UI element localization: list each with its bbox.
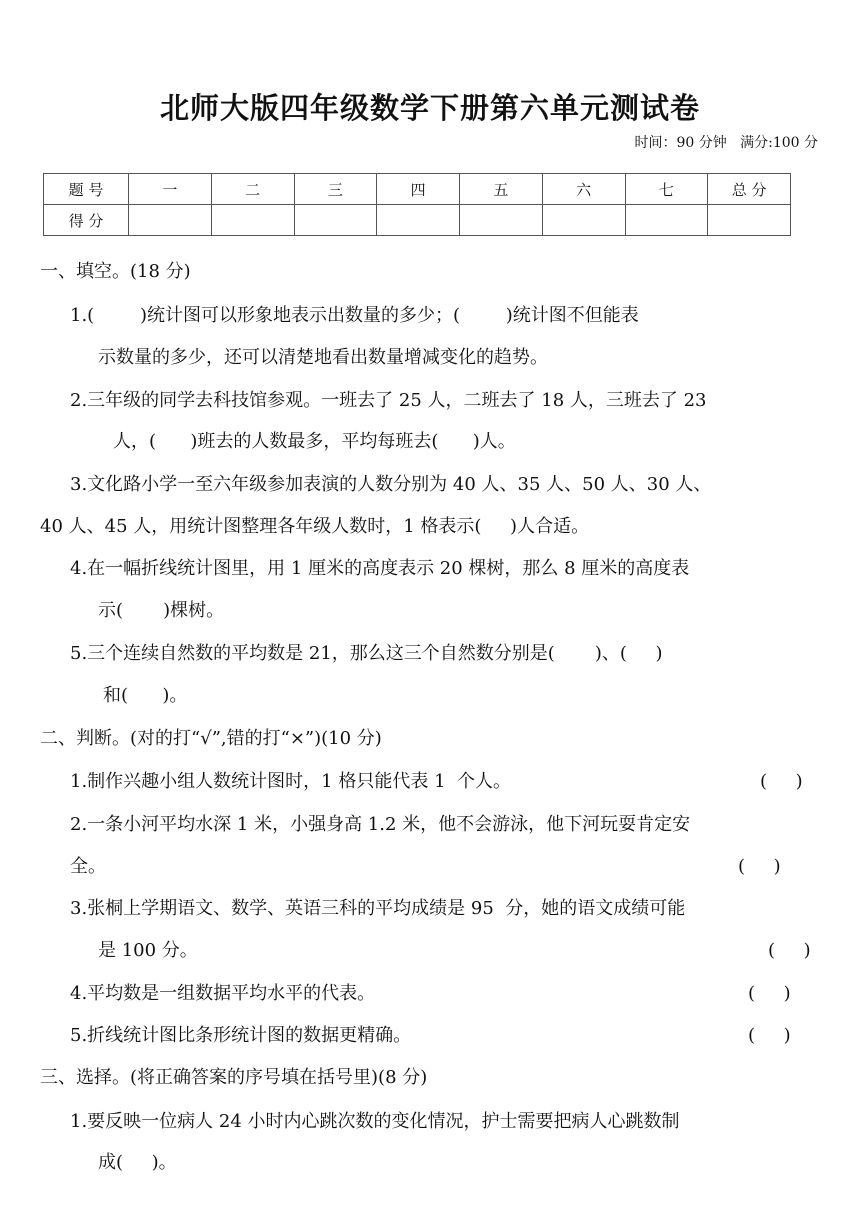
question-text: 1.制作兴趣小组人数统计图时，1 格只能代表 1 个人。 [70, 771, 511, 792]
score-table-cell: 四 [377, 174, 460, 205]
score-table-score-row [44, 205, 791, 236]
question-text: 2.一条小河平均水深 1 米，小强身高 1.2 米，他不会游泳，他下河玩耍肯定安 [70, 814, 691, 835]
page-title: 北师大版四年级数学下册第六单元测试卷 [159, 91, 700, 125]
question-text: 40 人、45 人，用统计图整理各年级人数时，1 格表示( )人合适。 [40, 516, 590, 537]
section-heading: 一、填空。(18 分) [40, 261, 191, 282]
score-input-cell[interactable] [625, 205, 708, 236]
exam-time-score-info: 时间：90 分钟 满分:100 分 [634, 135, 818, 151]
answer-bracket[interactable]: ( ) [748, 1025, 791, 1046]
score-input-cell[interactable] [460, 205, 543, 236]
section-heading: 三、选择。(将正确答案的序号填在括号里)(8 分) [40, 1067, 428, 1088]
score-input-cell[interactable] [129, 205, 212, 236]
score-table-cell: 三 [294, 174, 377, 205]
question-text: 1.要反映一位病人 24 小时内心跳次数的变化情况，护士需要把病人心跳数制 [70, 1111, 680, 1132]
question-text: 全。 [70, 856, 106, 877]
question-text: 示数量的多少，还可以清楚地看出数量增减变化的趋势。 [98, 347, 548, 368]
score-table-cell: 一 [129, 174, 212, 205]
score-input-cell[interactable] [542, 205, 625, 236]
score-table [43, 173, 791, 236]
score-table-cell: 得 分 [44, 205, 129, 236]
question-text: 3.张桐上学期语文、数学、英语三科的平均成绩是 95 分，她的语文成绩可能 [70, 898, 686, 919]
question-text: 人，( )班去的人数最多，平均每班去( )人。 [113, 431, 516, 452]
question-text: 成( )。 [98, 1152, 177, 1173]
question-text: 5.三个连续自然数的平均数是 21，那么这三个自然数分别是( )、( ) [70, 643, 663, 664]
question-text: 4.平均数是一组数据平均水平的代表。 [70, 983, 376, 1004]
question-text: 和( )。 [103, 685, 188, 706]
question-text: 1.( )统计图可以形象地表示出数量的多少；( )统计图不但能表 [70, 305, 639, 326]
question-text: 2.三年级的同学去科技馆参观。一班去了 25 人，二班去了 18 人，三班去了 23 [70, 390, 707, 411]
answer-bracket[interactable]: ( ) [760, 771, 803, 792]
question-text: 3.文化路小学一至六年级参加表演的人数分别为 40 人、35 人、50 人、30 人、 [70, 474, 712, 495]
score-table-cell: 题 号 [44, 174, 129, 205]
score-table-cell: 六 [542, 174, 625, 205]
score-input-cell[interactable] [708, 205, 791, 236]
score-table-cell: 二 [211, 174, 294, 205]
answer-bracket[interactable]: ( ) [748, 983, 791, 1004]
score-input-cell[interactable] [377, 205, 460, 236]
answer-bracket[interactable]: ( ) [768, 940, 811, 961]
score-table-header-row [44, 174, 791, 205]
question-text: 示( )棵树。 [98, 600, 225, 621]
answer-bracket[interactable]: ( ) [738, 856, 781, 877]
score-table-cell: 总 分 [708, 174, 791, 205]
question-text: 5.折线统计图比条形统计图的数据更精确。 [70, 1025, 412, 1046]
score-input-cell[interactable] [211, 205, 294, 236]
question-text: 4.在一幅折线统计图里，用 1 厘米的高度表示 20 棵树，那么 8 厘米的高度表 [70, 558, 690, 579]
question-text: 是 100 分。 [98, 940, 198, 961]
score-table-cell: 五 [460, 174, 543, 205]
score-input-cell[interactable] [294, 205, 377, 236]
score-table-cell: 七 [625, 174, 708, 205]
section-heading: 二、判断。(对的打“√”,错的打“×”)(10 分) [40, 728, 382, 749]
